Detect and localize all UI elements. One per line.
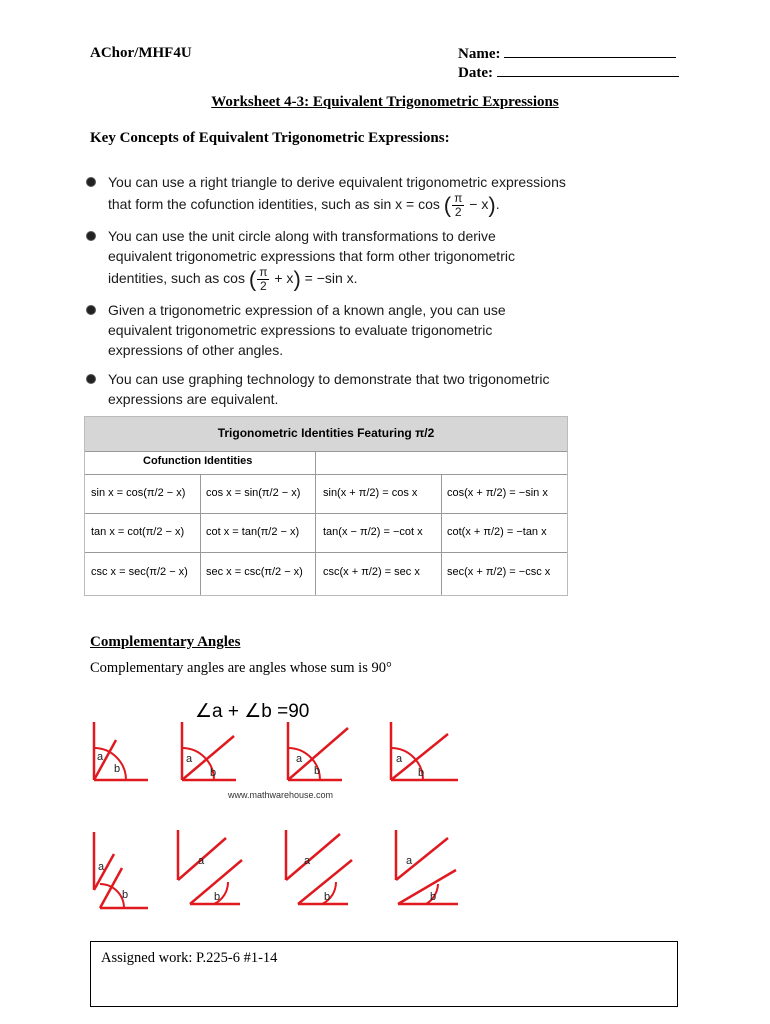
identities-table [84,416,568,596]
angle-b-label: b [122,889,129,901]
bullet-4 [86,369,586,409]
bullet-2-text: identities, such as cos [108,270,245,287]
divider [200,474,201,595]
angle-a-label: a [396,753,403,765]
angle-a-label: a [198,855,205,867]
name-blank [504,45,676,58]
bullet-2-line-1: You can use the unit circle along with transformations to derive [108,228,496,244]
angle-a-label: a [98,861,105,873]
bullet-2-line-3: identities, such as cos ( $\frac{\pi}{2}$ + x) = −sin x. [108,265,358,293]
diagram-row-1 [86,718,466,790]
bullet-2-line-2: equivalent trigonometric expressions that form other trigonometric [108,248,515,264]
angle-b-label: b [210,767,217,779]
bullet-3-line-1: Given a trigonometric expression of a known angle, you can use [108,302,506,318]
bullet-dot-icon [86,231,96,241]
name-label: Name: [458,46,501,62]
diagram-8 [396,830,458,904]
angle-a-label: a [406,855,413,867]
bullet-3-line-2: equivalent trigonometric expressions to evaluate trigonometric [108,322,493,338]
divider [85,474,567,475]
assigned-work-box [90,941,678,1007]
identity-cell: sec x = csc(π/2 − x) [206,566,303,578]
angle-a-label: a [304,855,311,867]
diagram-4 [391,722,458,780]
bullet-dot-icon [86,177,96,187]
worksheet-title: Worksheet 4-3: Equivalent Trigonometric Expressions [211,94,559,110]
diagram-2 [182,722,236,780]
bullet-3 [86,300,586,360]
identity-cell: sec(x + π/2) = −csc x [447,566,551,578]
bullet-dot-icon [86,374,96,384]
bullet-2 [86,226,586,293]
fraction-pi-over-2: $\frac{\pi}{2}$ [259,265,268,293]
diagram-7 [286,830,352,904]
diagram-row-2 [86,826,466,910]
complementary-definition: Complementary angles are angles whose sum is 90° [90,660,392,676]
table-title: Trigonometric Identities Featuring π/2 [217,426,435,440]
identity-cell: csc x = sec(π/2 − x) [91,566,188,578]
bullet-3-line-3: expressions of other angles. [108,342,284,358]
diagram-6 [178,830,242,904]
angle-a-label: a [186,753,193,765]
identity-cell: cos x = sin(π/2 − x) [206,487,301,499]
angle-b-label: b [214,891,221,903]
angle-b-label: b [114,763,121,775]
course-code: AChor/MHF4U [90,45,192,61]
cofunction-label: Cofunction Identities [143,455,253,467]
angle-a-label: a [97,751,104,763]
identity-cell: cos(x + π/2) = −sin x [447,487,548,499]
bullet-4-line-1: You can use graphing technology to demonstrate that two trigonometric [108,371,550,387]
identity-cell: cot(x + π/2) = −tan x [447,526,547,538]
identity-cell: tan x = cot(π/2 − x) [91,526,185,538]
name-field [458,45,676,63]
divider [85,513,567,514]
date-blank [497,64,679,77]
date-field [458,64,679,82]
key-concepts-heading: Key Concepts of Equivalent Trigonometric Expressions: [90,130,450,146]
identity-cell: sin x = cos(π/2 − x) [91,487,186,499]
bullet-dot-icon [86,305,96,315]
angle-b-label: b [418,767,425,779]
angle-b-label: b [430,891,437,903]
angle-a-label: a [296,753,303,765]
bullet-1 [86,172,586,219]
divider [441,474,442,595]
divider [315,451,316,595]
table-header [85,417,567,452]
bullet-1-line-1: You can use a right triangle to derive equivalent trigonometric expressions [108,174,566,190]
bullet-2-tail: = −sin x. [304,270,358,287]
complementary-heading: Complementary Angles [90,634,241,650]
divider [85,552,567,553]
identity-cell: csc(x + π/2) = sec x [323,566,420,578]
source-credit: www.mathwarehouse.com [228,790,334,800]
identity-cell: cot x = tan(π/2 − x) [206,526,300,538]
identity-cell: sin(x + π/2) = cos x [323,487,418,499]
assigned-work-text: Assigned work: P.225-6 #1-14 [101,950,278,966]
angle-sum-formula: ∠a + ∠b =90 [195,701,310,722]
angle-b-label: b [314,765,321,777]
bullet-1-line-2: that form the cofunction identities, such as sin x = cos ( $\frac{\pi}{2}$ − x). [108,191,500,219]
fraction-pi-over-2: $\frac{\pi}{2}$ [454,191,463,219]
identity-cell: tan(x − π/2) = −cot x [323,526,423,538]
angle-b-label: b [324,891,331,903]
bullet-1-text: that form the cofunction identities, such as sin x = cos [108,196,440,213]
bullet-4-line-2: expressions are equivalent. [108,391,279,407]
date-label: Date: [458,65,493,81]
